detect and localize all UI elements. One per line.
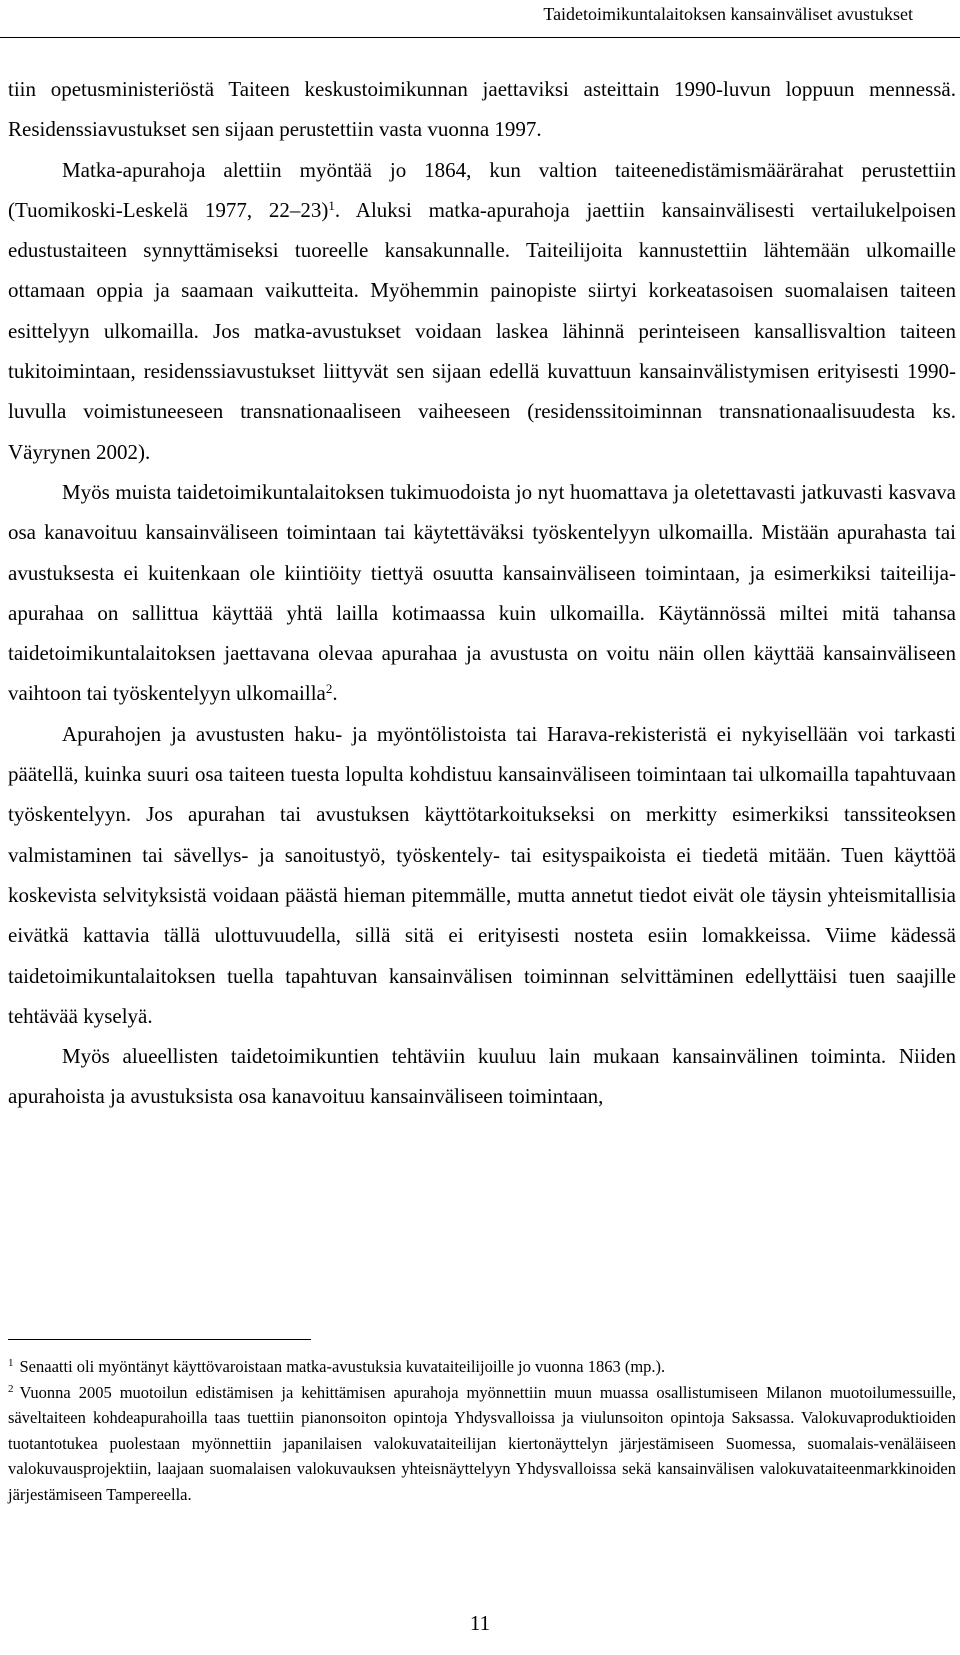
body-text <box>8 69 956 1117</box>
footnote-mark: 2 <box>8 1382 14 1395</box>
paragraph-1: tiin opetusministeriöstä Taiteen keskustoimikunnan jaettaviksi asteittain 1990-luvun loppuun mennessä. Residenssiavustukset sen sijaan perustettiin vasta vuonna 1997. <box>8 77 956 142</box>
footnotes <box>8 1354 956 1507</box>
footnote-mark: 1 <box>8 1357 14 1369</box>
footnote-1 <box>8 1354 956 1380</box>
paragraph-5: Myös alueellisten taidetoimikuntien tehtäviin kuuluu lain mukaan kansainvälinen toiminta. Niiden apurahoista ja avustuksista osa kanavoituu kansainväliseen toimintaan, <box>8 1044 956 1109</box>
footnote-ref-2: 2 <box>325 681 333 697</box>
page-number: 11 <box>469 1611 491 1635</box>
footnote-text: Vuonna 2005 muotoilun edistämisen ja kehittämisen apurahoja myönnettiin muun muassa osallistumiseen Milanon muotoilumessuille, säveltaiteen kohdeapurahoilla taas tuettiin pianonsoiton opintoja Yhdysvalloissa ja viulunsoiton opintoja Saksassa. Valokuvaproduktioiden tuotantotukea puolestaan myönnettiin japanilaisen valokuvataiteilijan kiertonäyttelyn järjestämiseen Suomessa, suomalais-venäläiseen valokuvausprojektiin, laajaan suomalaisen valokuvauksen yhteisnäyttelyyn Yhdysvalloissa sekä kansainvälisen valokuvataiteenmarkkinoiden järjestämiseen Tampereella. <box>8 1382 956 1504</box>
header-rule <box>0 37 960 38</box>
footnote-ref-1: 1 <box>328 197 335 213</box>
footnote-2 <box>8 1380 956 1508</box>
paragraph-4: Apurahojen ja avustusten haku- ja myöntölistoista tai Harava-rekisteristä ei nykyisellään voi tarkasti päätellä, kuinka suuri osa taiteen tuesta lopulta kohdistuu kansainväliseen toimintaan tai ulkomailla tapahtuvaan työskentelyyn. Jos apurahan tai avustuksen käyttötarkoitukseksi on merkitty esimerkiksi tanssiteoksen valmistaminen tai sävellys- ja sanoitustyö, työskentely- tai esityspaikoista ei tiedetä mitään. Tuen käyttöä koskevista selvityksistä voidaan päästä hieman pitemmälle, mutta annetut tiedot eivät ole täysin yhteismitallisia eivätkä kattavia tällä ulottuvuudella, sillä sitä ei erityisesti nosteta esiin lomakkeissa. Viime kädessä taidetoimikuntalaitoksen tuella tapahtuvan kansainvälisen toiminnan selvittäminen edellyttäisi tuen saajille tehtävää kyselyä. <box>8 721 956 1028</box>
footnote-separator <box>8 1339 311 1340</box>
running-header <box>0 0 960 37</box>
paragraph-2: Matka-apurahoja alettiin myöntää jo 1864, kun valtion taiteenedistämismäärärahat perustettiin (Tuomikoski-Leskelä 1977, 22–23)$^1$. Aluksi matka-apurahoja jaettiin kansainvälisesti vertailukelpoisen edustustaiteen synnyttämiseksi tuoreelle kansakunnalle. Taiteilijoita kannustettiin lähtemään ulkomaille ottamaan oppia ja saamaan vaikutteita. Myöhemmin painopiste siirtyi korkeatasoisen suomalaisen taiteen esittelyyn ulkomailla. Jos matka-avustukset voidaan laskea lähinnä perinteiseen kansallisvaltion taiteen tukitoimintaan, residenssiavustukset liittyvät sen sijaan edellä kuvattuun kansainvälistymisen erityisesti 1990-luvulla voimistuneeseen transnationaaliseen vaiheeseen (residenssitoiminnan transnationaalisuudesta ks. Väyrynen 2002). <box>8 157 956 464</box>
paragraph-3: Myös muista taidetoimikuntalaitoksen tukimuodoista jo nyt huomattava ja oletettavasti jatkuvasti kasvava osa kanavoituu kansainväliseen toimintaan tai käytettäväksi työskentelyyn ulkomailla. Mistään apurahasta tai avustuksesta ei kuitenkaan ole kiintiöity tiettyä osuutta kansainväliseen toimintaan, ja esimerkiksi taiteilija-apurahaa on sallittua käyttää yhtä lailla kotimaassa kuin ulkomailla. Käytännössä miltei mitä tahansa taidetoimikuntalaitoksen jaettavana olevaa apurahaa ja avustusta on voitu näin ollen käyttää kansainväliseen vaihtoon tai työskentelyyn ulkomailla$^2$. <box>8 479 956 706</box>
footnote-text: Senaatti oli myöntänyt käyttövaroistaan matka-avustuksia kuvataiteilijoille jo vuonna 1863 (mp.). <box>19 1357 666 1376</box>
running-header-title: Taidetoimikuntalaitoksen kansainväliset avustukset <box>543 4 913 24</box>
